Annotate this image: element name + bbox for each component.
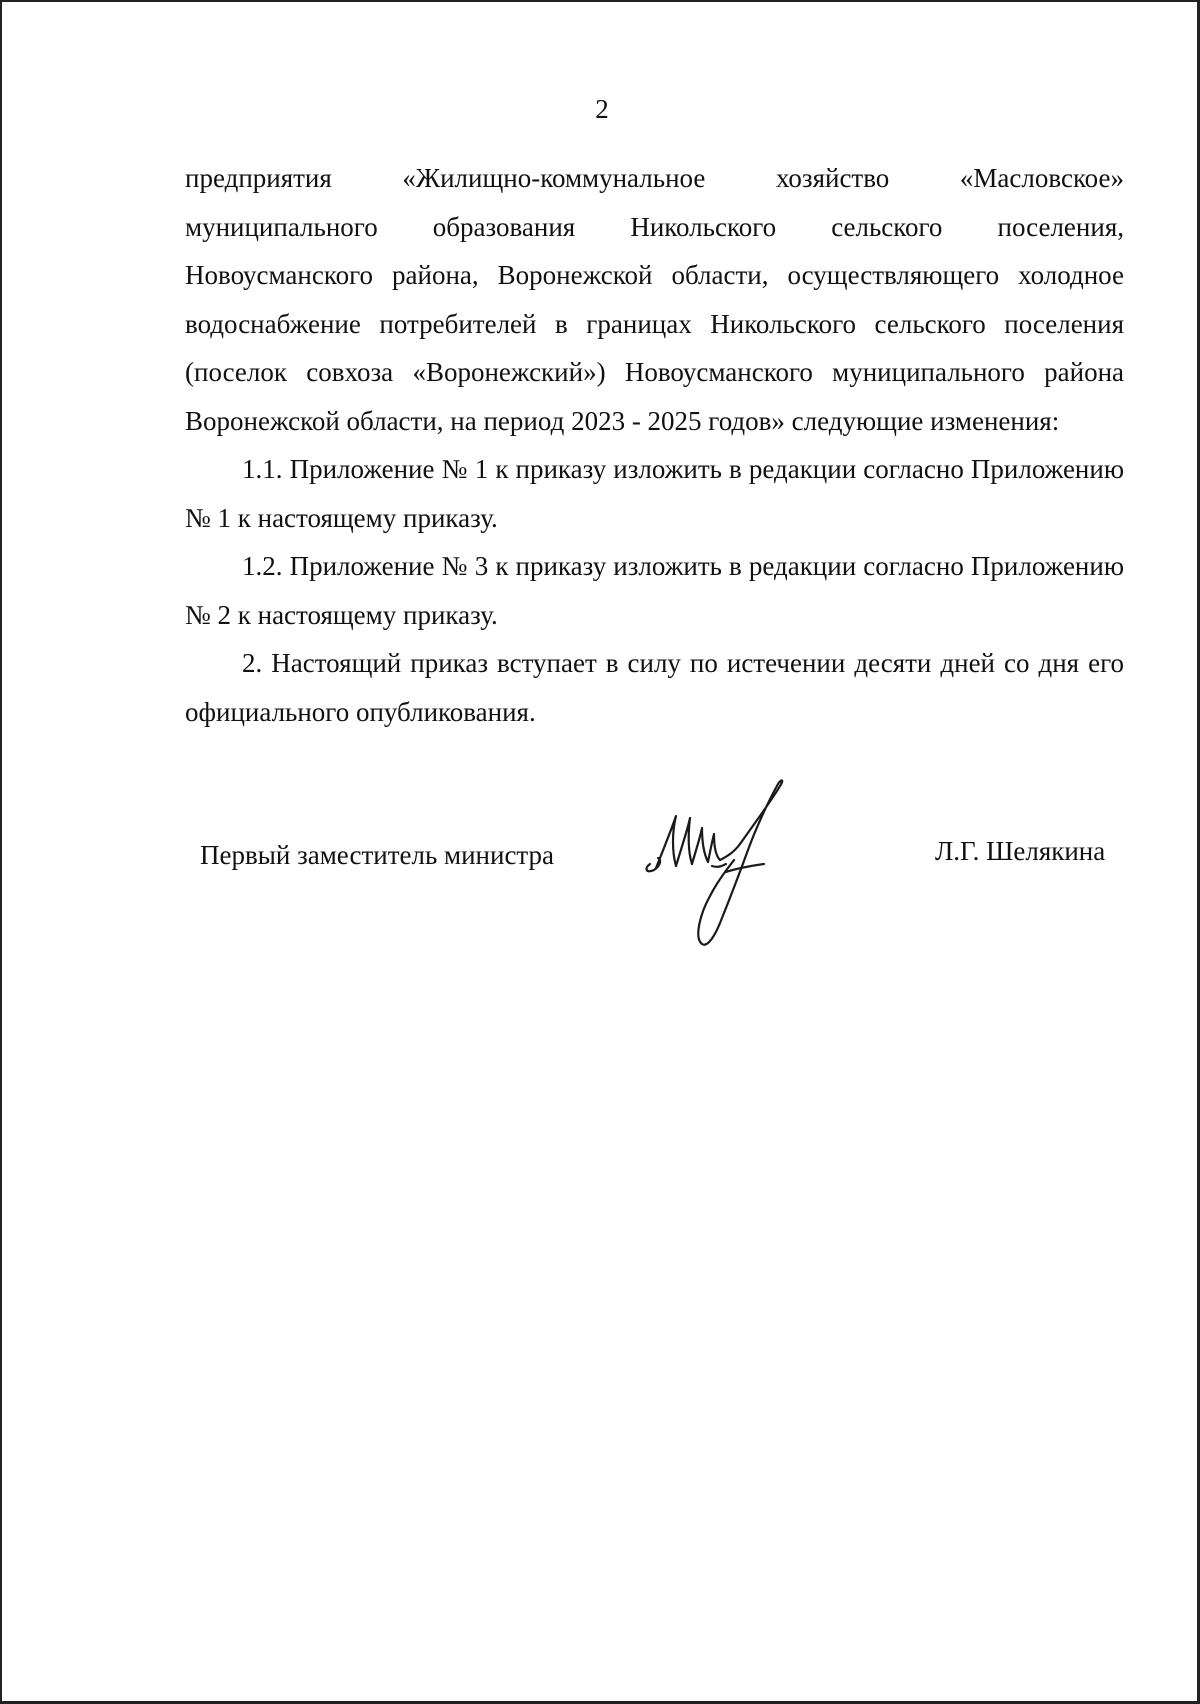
page-number: 2 <box>595 94 609 124</box>
paragraph-continuation: предприятия «Жилищно-коммунальное хозяйство «Масловское» муниципального образования Никольского сельского поселения, Новоусманского района, Воронежской области, осуществляющего холодное водоснабжение потребителей в границах Никольского сельского поселения (поселок совхоза «Воронежский») Новоусманского муниципального района Воронежской области, на период 2023 - 2025 годов» следующие изменения: <box>185 163 1124 436</box>
signature-block <box>2 782 1200 982</box>
paragraph-item-1-2: 1.2. Приложение № 3 к приказу изложить в редакции согласно Приложению № 2 к настоящему приказу. <box>185 551 1124 630</box>
handwritten-signature-icon <box>642 776 812 951</box>
signer-name: Л.Г. Шелякина <box>935 836 1106 866</box>
signer-title: Первый заместитель министра <box>200 840 555 870</box>
paragraph-item-2: 2. Настоящий приказ вступает в силу по истечении десяти дней со дня его официального опубликования. <box>185 648 1124 727</box>
paragraph-item-1-1: 1.1. Приложение № 1 к приказу изложить в редакции согласно Приложению № 1 к настоящему приказу. <box>185 454 1124 533</box>
document-body <box>185 154 1124 736</box>
